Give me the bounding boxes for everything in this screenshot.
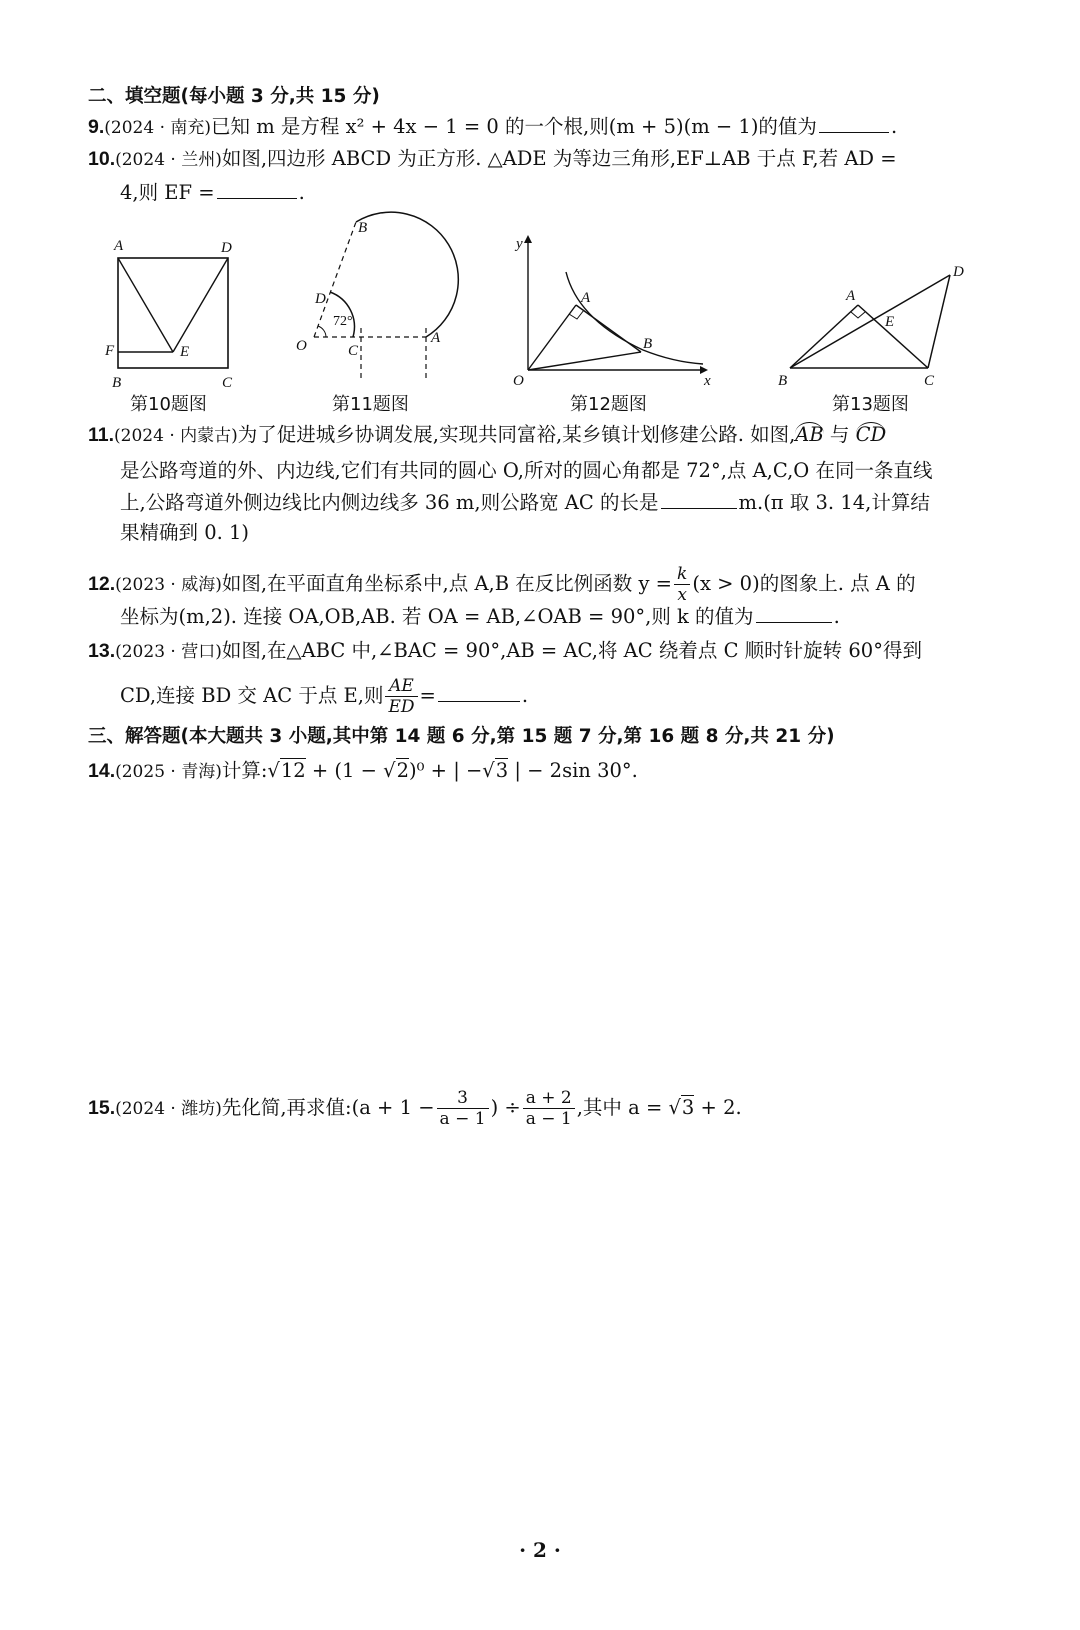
q10-line2: 4,则 EF = xyxy=(120,181,215,204)
q9-number: 9. xyxy=(88,116,105,138)
q12-source: (2023 · 威海) xyxy=(115,575,222,595)
q14-source: (2025 · 青海) xyxy=(115,762,222,782)
figures-row xyxy=(88,210,1018,420)
section-3-title: 三、解答题(本大题共 3 小题,其中第 14 题 6 分,第 15 题 7 分,第 16 题 8 分,共 21 分) xyxy=(88,726,835,747)
fig10-caption: 第10题图 xyxy=(130,394,207,415)
q14-text-a: 计算:√ xyxy=(221,759,280,782)
fig12-label-A: A xyxy=(581,290,591,306)
q11-line3b: m.(π 取 3. 14,计算结 xyxy=(738,491,930,514)
q13-source: (2023 · 营口) xyxy=(115,642,222,662)
q12-line1b: (x > 0)的图象上. 点 A 的 xyxy=(692,572,916,595)
fig13-label-E: E xyxy=(885,314,895,330)
q9-text: 已知 m 是方程 x² + 4x − 1 = 0 的一个根,则(m + 5)(m − 1)的值为 xyxy=(211,115,817,138)
q15-text-b: ) ÷ xyxy=(490,1096,521,1119)
q12-line2a: 坐标为(m,2). 连接 OA,OB,AB. 若 OA = AB,∠OAB = 90°,则 k 的值为 xyxy=(120,605,754,628)
figure-13 xyxy=(778,264,964,389)
fig11-label-D: D xyxy=(315,291,326,307)
fig13-label-B: B xyxy=(778,373,788,389)
q15-fraction-2 xyxy=(523,1088,575,1129)
q11-arc-ab: AB xyxy=(795,423,824,446)
q13-equals: = xyxy=(419,684,436,707)
q11-number: 11. xyxy=(88,424,115,446)
figure-10 xyxy=(104,238,233,391)
fig11-label-B: B xyxy=(358,220,368,236)
q13-line1: 如图,在△ABC 中,∠BAC = 90°,AB = AC,将 AC 绕着点 C 顺时针旋转 60°得到 xyxy=(221,639,922,662)
q15-source: (2024 · 潍坊) xyxy=(115,1099,222,1119)
q15-f1-num: 3 xyxy=(437,1088,489,1109)
question-15 xyxy=(88,1088,1018,1129)
question-11-line1 xyxy=(88,422,1018,449)
fig10-label-A: A xyxy=(114,238,124,254)
fig12-label-B: B xyxy=(643,336,653,352)
question-13-line1 xyxy=(88,638,1018,665)
q15-f2-den: a − 1 xyxy=(525,1109,572,1129)
question-14 xyxy=(88,758,1018,785)
q15-fraction-1 xyxy=(437,1088,489,1129)
figure-12 xyxy=(513,235,711,389)
q11-line4: 果精确到 0. 1) xyxy=(120,521,250,544)
fig11-label-A: A xyxy=(431,330,441,346)
q11-line1: 为了促进城乡协调发展,实现共同富裕,某乡镇计划修建公路. 如图, xyxy=(237,423,796,446)
fig10-label-F: F xyxy=(105,343,115,359)
q15-text-d: + 2. xyxy=(694,1096,742,1119)
q14-text-b: + (1 − √ xyxy=(305,759,396,782)
q11-arc-cd: CD xyxy=(855,423,887,446)
fig13-label-C: C xyxy=(924,373,935,389)
q15-text-a: 先化简,再求值:(a + 1 − xyxy=(221,1096,435,1119)
q9-source: (2024 · 南充) xyxy=(104,118,212,138)
fig11-label-C: C xyxy=(348,343,359,359)
question-13-line2 xyxy=(120,676,1018,717)
q14-radicand-2: 2 xyxy=(396,759,410,782)
question-11-line3 xyxy=(120,490,1018,516)
q14-radicand-3: 3 xyxy=(495,759,509,782)
q12-number: 12. xyxy=(88,573,116,595)
q13-frac-num: AE xyxy=(385,676,417,697)
fig11-label-O: O xyxy=(296,338,307,354)
fig11-caption: 第11题图 xyxy=(332,394,409,415)
q12-fraction xyxy=(674,564,690,605)
question-12-line2 xyxy=(120,604,1018,630)
q15-number: 15. xyxy=(88,1097,116,1119)
q11-mid: 与 xyxy=(823,423,856,446)
fig12-label-O: O xyxy=(513,373,524,389)
fig10-label-C: C xyxy=(222,375,233,391)
question-10-line2 xyxy=(120,180,1018,206)
fig13-label-A: A xyxy=(846,288,856,304)
q12-end: . xyxy=(833,605,840,628)
q14-text-d: | − 2sin 30°. xyxy=(508,759,638,782)
q13-frac-den: ED xyxy=(388,697,415,717)
q15-radicand: 3 xyxy=(681,1096,695,1119)
fig13-label-D: D xyxy=(953,264,964,280)
q10-source: (2024 · 兰州) xyxy=(115,150,222,170)
q15-f1-den: a − 1 xyxy=(439,1109,486,1129)
q10-number: 10. xyxy=(88,148,116,170)
q13-line2a: CD,连接 BD 交 AC 于点 E,则 xyxy=(120,684,384,707)
question-12-line1 xyxy=(88,564,1018,605)
q12-frac-den: x xyxy=(677,585,687,605)
q10-answer-blank[interactable] xyxy=(217,180,297,199)
q10-end: . xyxy=(298,181,305,204)
section-2-title: 二、填空题(每小题 3 分,共 15 分) xyxy=(88,86,380,107)
fig12-label-x: x xyxy=(704,373,711,389)
fig13-caption: 第13题图 xyxy=(832,394,909,415)
q11-source: (2024 · 内蒙古) xyxy=(114,426,238,446)
figure-11 xyxy=(296,212,458,382)
fig11-angle-72: 72° xyxy=(333,314,353,329)
q13-end: . xyxy=(521,684,529,707)
q11-line2: 是公路弯道的外、内边线,它们有共同的圆心 O,所对的圆心角都是 72°,点 A,C,O 在同一条直线 xyxy=(120,459,933,482)
q14-answer-area[interactable] xyxy=(88,800,1018,1070)
q12-line1a: 如图,在平面直角坐标系中,点 A,B 在反比例函数 y = xyxy=(221,572,673,595)
q13-answer-blank[interactable] xyxy=(438,683,520,702)
fig10-label-E: E xyxy=(180,344,190,360)
fig12-caption: 第12题图 xyxy=(570,394,647,415)
fig12-label-y: y xyxy=(516,236,523,252)
q14-text-c: )⁰ + | −√ xyxy=(409,759,495,782)
q15-answer-area[interactable] xyxy=(88,1140,1018,1520)
fig10-label-B: B xyxy=(112,375,122,391)
q14-number: 14. xyxy=(88,760,116,782)
q13-fraction xyxy=(385,676,417,717)
question-9 xyxy=(88,114,1018,141)
q11-answer-blank[interactable] xyxy=(661,490,737,509)
q9-answer-blank[interactable] xyxy=(819,114,889,133)
question-10-line1 xyxy=(88,146,1018,173)
q13-number: 13. xyxy=(88,640,116,662)
page-number: · 2 · xyxy=(519,1538,561,1562)
q9-end: . xyxy=(890,115,898,138)
q15-f2-num: a + 2 xyxy=(523,1088,575,1109)
q12-answer-blank[interactable] xyxy=(756,604,832,623)
q10-line1: 如图,四边形 ABCD 为正方形. △ADE 为等边三角形,EF⊥AB 于点 F,若 AD = xyxy=(221,147,897,170)
q11-line3a: 上,公路弯道外侧边线比内侧边线多 36 m,则公路宽 AC 的长是 xyxy=(120,491,659,514)
fig10-label-D: D xyxy=(221,240,232,256)
q12-frac-num: k xyxy=(674,564,690,585)
q15-text-c: ,其中 a = √ xyxy=(576,1096,681,1119)
q14-radicand-1: 12 xyxy=(280,759,306,782)
